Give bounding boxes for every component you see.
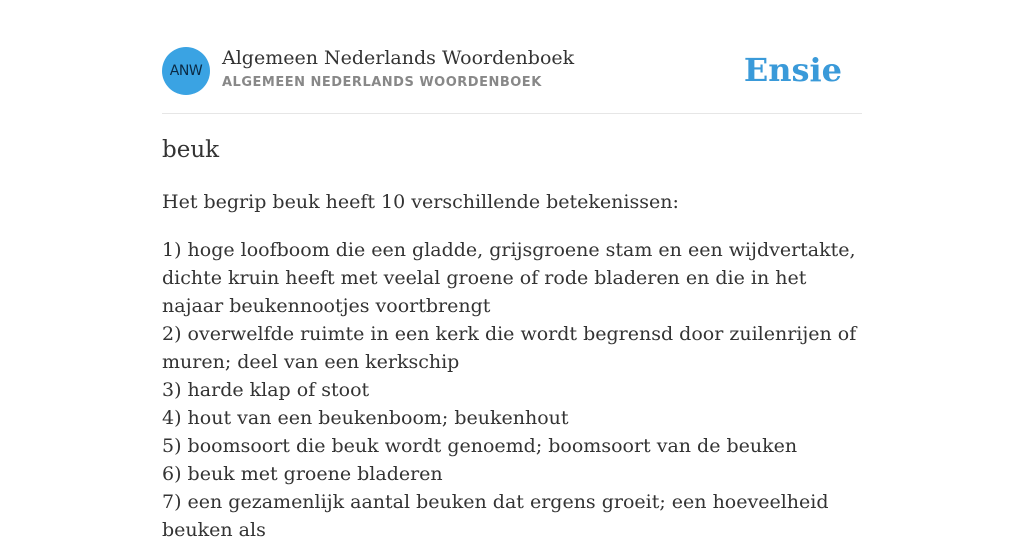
intro-text: Het begrip beuk heeft 10 verschillende betekenissen: bbox=[162, 191, 679, 213]
sense-item: 4) hout van een beukenboom; beukenhout bbox=[162, 407, 569, 429]
sense-item: 3) harde klap of stoot bbox=[162, 379, 370, 401]
sense-item: 7) een gezamenlijk aantal beuken dat ergens groeit; een hoeveelheid beuken als bbox=[162, 491, 829, 541]
source-subtitle: ALGEMEEN NEDERLANDS WOORDENBOEK bbox=[222, 75, 542, 90]
page bbox=[162, 0, 862, 541]
sense-item: 2) overwelfde ruimte in een kerk die wordt begrensd door zuilenrijen of muren; deel van een kerkschip bbox=[162, 323, 857, 373]
ensie-logo[interactable]: Ensie bbox=[743, 51, 842, 89]
anw-logo[interactable]: ANW bbox=[162, 47, 210, 95]
sense-item: 1) hoge loofboom die een gladde, grijsgroene stam en een wijdvertakte, dichte kruin heeft met veelal groene of rode bladeren en die in het najaar beukennootjes voortbrengt bbox=[162, 239, 856, 317]
headword: beuk bbox=[162, 137, 220, 163]
sense-list bbox=[162, 236, 862, 544]
source-title[interactable]: Algemeen Nederlands Woordenboek bbox=[222, 47, 575, 69]
sense-item: 6) beuk met groene bladeren bbox=[162, 463, 443, 485]
sense-item: 5) boomsoort die beuk wordt genoemd; boomsoort van de beuken bbox=[162, 435, 798, 457]
source-header bbox=[162, 47, 862, 114]
